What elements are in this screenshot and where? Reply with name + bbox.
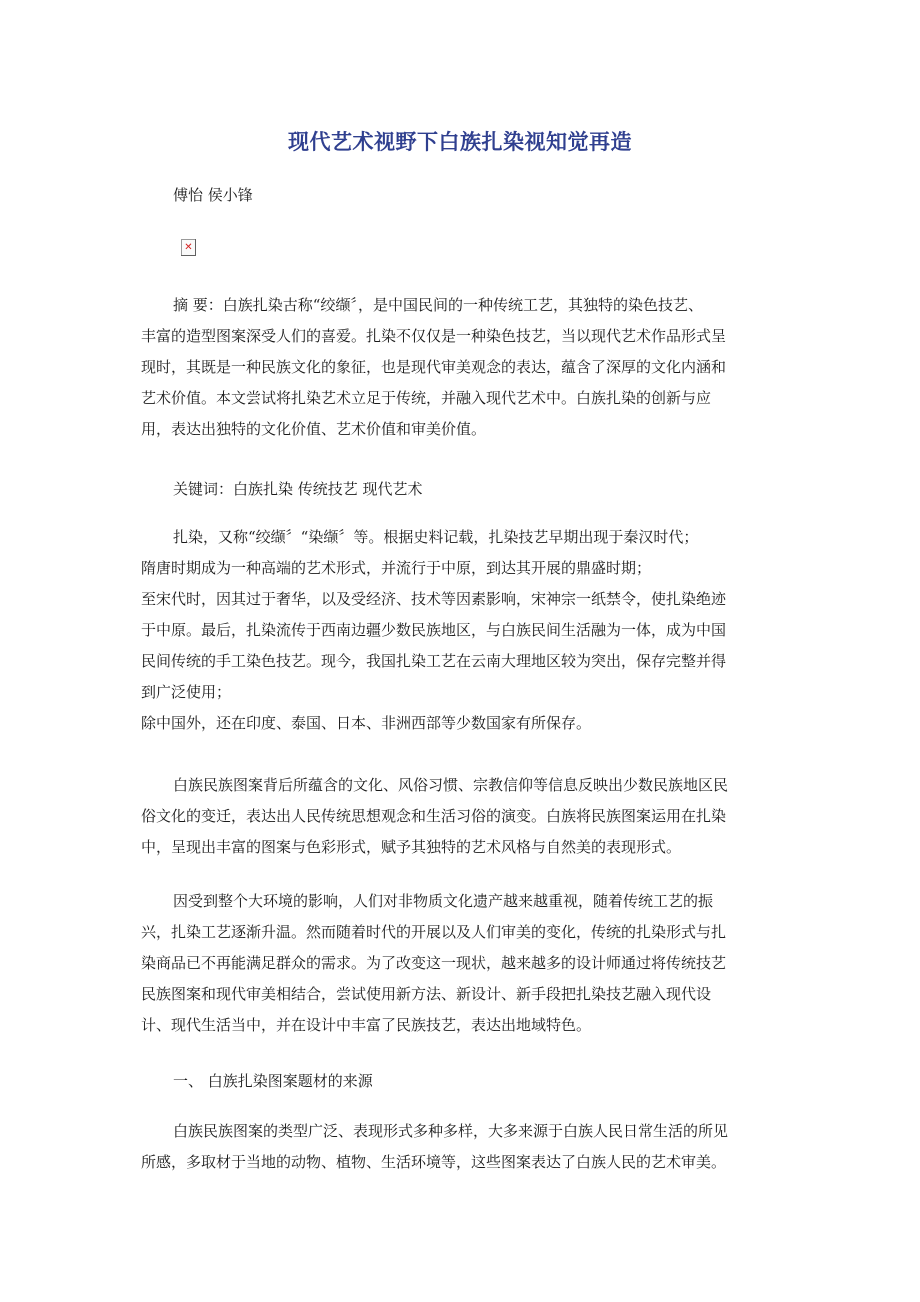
- text-line: 白族民族图案背后所蕴含的文化、风俗习惯、宗教信仰等信息反映出少数民族地区民: [173, 776, 729, 794]
- text-line: 兴，扎染工艺逐渐升温。然而随着时代的开展以及人们审美的变化，传统的扎染形式与扎: [141, 923, 727, 941]
- broken-image-icon: ✕: [181, 239, 196, 256]
- body-paragraph: [141, 886, 781, 1041]
- body-paragraph: [141, 522, 781, 739]
- text-line: 染商品已不再能满足群众的需求。为了改变这一现状，越来越多的设计师通过将传统技艺: [141, 954, 727, 972]
- text-line: 民间传统的手工染色技艺。现今，我国扎染工艺在云南大理地区较为突出，保存完整并得: [141, 652, 727, 670]
- keywords-paragraph: [141, 474, 781, 505]
- text-line: 现时，其既是一种民族文化的象征，也是现代审美观念的表达，蕴含了深厚的文化内涵和: [141, 358, 727, 376]
- abstract-paragraph: [141, 290, 781, 445]
- text-line: 摘 要：白族扎染古称“绞缬〞，是中国民间的一种传统工艺，其独特的染色技艺、: [173, 296, 703, 314]
- text-line: 到广泛使用；: [141, 683, 232, 701]
- text-line: 白族民族图案的类型广泛、表现形式多种多样，大多来源于白族人民日常生活的所见: [173, 1122, 729, 1140]
- text-line: 于中原。最后，扎染流传于西南边疆少数民族地区，与白族民间生活融为一体，成为中国: [141, 621, 727, 639]
- text-line: 用，表达出独特的文化价值、艺术价值和审美价值。: [141, 420, 487, 438]
- text-line: 艺术价值。本文尝试将扎染艺术立足于传统，并融入现代艺术中。白族扎染的创新与应: [141, 389, 712, 407]
- text-line: 因受到整个大环境的影响，人们对非物质文化遗产越来越重视，随着传统工艺的振: [173, 892, 714, 910]
- text-line: 一、 白族扎染图案题材的来源: [173, 1072, 373, 1090]
- document-authors: 傅怡 侯小锋: [173, 186, 253, 204]
- text-line: 隋唐时期成为一种高端的艺术形式，并流行于中原，到达其开展的鼎盛时期；: [141, 559, 652, 577]
- text-line: 关键词：白族扎染 传统技艺 现代艺术: [173, 480, 423, 498]
- text-line: 中，呈现出丰富的图案与色彩形式，赋予其独特的艺术风格与自然美的表现形式。: [141, 838, 682, 856]
- text-line: 扎染，又称“绞缬〞“染缬〞等。根据史料记载，扎染技艺早期出现于秦汉时代；: [173, 528, 699, 546]
- section-heading: [141, 1066, 781, 1097]
- text-line: 计、现代生活当中，并在设计中丰富了民族技艺，表达出地域特色。: [141, 1016, 592, 1034]
- document-title: 现代艺术视野下白族扎染视知觉再造: [288, 130, 632, 154]
- body-paragraph: [141, 1116, 781, 1178]
- text-line: 民族图案和现代审美相结合，尝试使用新方法、新设计、新手段把扎染技艺融入现代设: [141, 985, 712, 1003]
- text-line: 所感，多取材于当地的动物、植物、生活环境等，这些图案表达了白族人民的艺术审美。: [141, 1153, 727, 1171]
- text-line: 俗文化的变迁，表达出人民传统思想观念和生活习俗的演变。白族将民族图案运用在扎染: [141, 807, 727, 825]
- text-line: 除中国外，还在印度、泰国、日本、非洲西部等少数国家有所保存。: [141, 714, 592, 732]
- text-line: 至宋代时，因其过于奢华，以及受经济、技术等因素影响，宋神宗一纸禁令，使扎染绝迹: [141, 590, 727, 608]
- body-paragraph: [141, 770, 781, 863]
- text-line: 丰富的造型图案深受人们的喜爱。扎染不仅仅是一种染色技艺，当以现代艺术作品形式呈: [141, 327, 727, 345]
